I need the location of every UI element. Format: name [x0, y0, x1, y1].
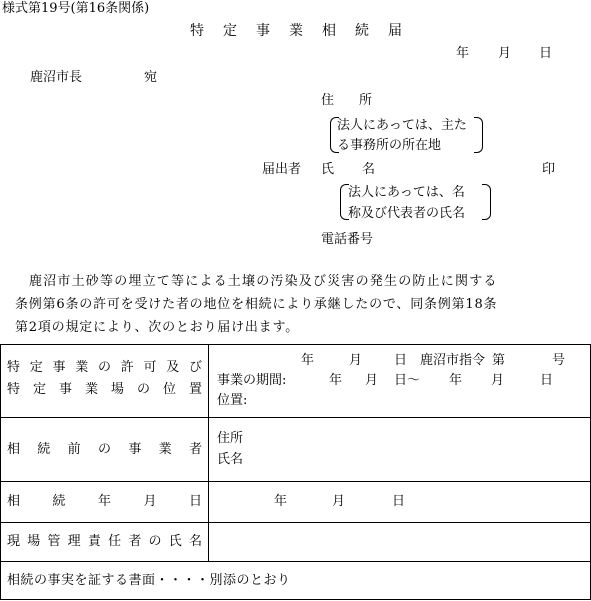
previous-operator-name-label: 氏名: [217, 452, 244, 467]
submission-month-label: 月: [498, 46, 512, 61]
permit-location-label-line1: 特定事業の許可及び: [7, 360, 202, 375]
form-style-number: 様式第19号(第16条関係): [2, 1, 150, 16]
row-divider: [1, 481, 590, 482]
proof-document-note: 相続の事実を証する書面・・・・別添のとおり: [7, 573, 291, 588]
right-brace: [482, 184, 491, 220]
addressee-honorific: 宛: [144, 70, 158, 85]
period-from-year: 年: [329, 373, 343, 388]
corp-address-note-line2: る事務所の所在地: [337, 138, 442, 153]
addressee: 鹿沼市長: [30, 70, 83, 85]
period-to-month: 月: [491, 373, 505, 388]
address-label: 住所: [321, 93, 398, 108]
corp-name-note-line2: 称及び代表者の氏名: [348, 206, 466, 221]
notifier-label: 届出者: [262, 162, 302, 177]
inheritance-day: 日: [392, 494, 406, 509]
body-text-line1: 鹿沼市土砂等の埋立て等による土壌の汚染及び災害の発生の防止に関する: [29, 274, 498, 289]
notification-table: [0, 344, 591, 600]
row-divider: [1, 417, 590, 418]
corp-address-note-line1: 法人にあっては、主た: [337, 118, 467, 133]
column-divider: [208, 345, 209, 561]
inheritance-year: 年: [274, 494, 288, 509]
inheritance-month: 月: [332, 494, 346, 509]
name-label: 氏名: [321, 162, 404, 177]
permit-year-label: 年: [301, 353, 315, 368]
site-manager-label: 現場管理責任者の氏名: [7, 534, 202, 549]
permit-location-label-line2: 特定事業場の位置: [7, 382, 202, 397]
previous-operator-address-label: 住所: [217, 431, 244, 446]
row-divider: [1, 561, 590, 562]
phone-label: 電話番号: [321, 232, 374, 247]
body-text-line3: 第2項の規定により、次のとおり届け出ます。: [15, 320, 300, 335]
submission-year-label: 年: [456, 46, 470, 61]
previous-operator-label: 相続前の事業者: [7, 442, 202, 457]
permit-number-suffix: 号: [552, 353, 566, 368]
location-label: 位置:: [217, 393, 248, 408]
corp-name-note-line1: 法人にあっては、名: [348, 185, 465, 200]
form-title: 特定事業相続届: [190, 23, 421, 39]
permit-day-label: 日: [394, 353, 408, 368]
submission-day-label: 日: [539, 46, 553, 61]
permit-number-prefix: 第: [492, 353, 506, 368]
inheritance-date-label: 相続年月日: [7, 494, 202, 509]
right-brace: [474, 117, 483, 153]
business-period-label: 事業の期間:: [217, 373, 287, 388]
period-to-year: 年: [449, 373, 463, 388]
seal-mark: 印: [542, 162, 556, 177]
row-divider: [1, 522, 590, 523]
period-to-day: 日: [540, 373, 554, 388]
period-from-month: 月: [365, 373, 379, 388]
body-text-line2: 条例第6条の許可を受けた者の地位を相続により承継したので、同条例第18条: [15, 297, 498, 312]
permit-month-label: 月: [349, 353, 363, 368]
period-from-day: 日〜: [394, 373, 421, 388]
permit-city-label: 鹿沼市指令: [420, 353, 486, 368]
